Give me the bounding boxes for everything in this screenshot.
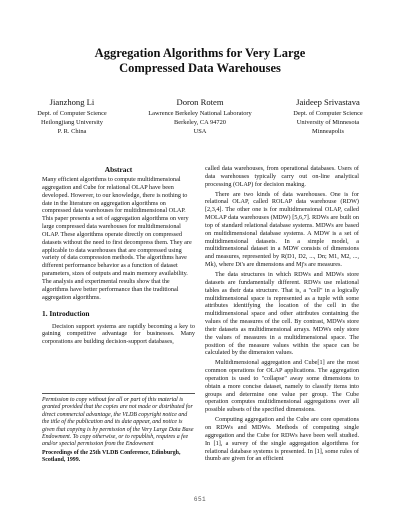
paper-title: [0, 46, 400, 76]
author-affiliation-location: P. R. China: [57, 128, 87, 135]
author-2: [135, 96, 265, 136]
author-affiliation-org: Berkeley, CA 94720: [174, 119, 226, 126]
proceedings-citation: Proceedings of the 25th VLDB Conference, Edinburgh, Scotland, 1999.: [42, 449, 181, 464]
author-affiliation-dept: Dept. of Computer Science: [293, 110, 363, 117]
abstract-heading: Abstract: [104, 165, 133, 174]
abstract-text: Many efficient algorithms to compute multidimensional aggregation and Cube for relational OLAP have been developed. However, to our knowledge, there is nothing to date in the literature on aggregation algorithms on compressed data warehouses for multidimensional OLAP. This paper presents a set of aggregation algorithms on very large compressed data warehouses for multidimensional OLAP. These algorithms operate directly on compressed datasets without the need to first decompress them. They are applicable to data warehouses that are compressed using variety of data compression methods. The algorithms have different performance behavior as a function of dataset parameters, sizes of outputs and main memory availability. The analysis and experimental results show that the algorithms have better performance than the traditional aggregation algorithms.: [42, 176, 192, 301]
body-paragraph-5: Computing aggregation and the Cube are core operations on RDWs and MDWs. Methods of computing single aggregation and the Cube for RDWs have been well studied. In [1], a survey of the single aggregation algorithms for relational database systems is presented. In [1], some rules of thumb are given for an efficient: [205, 416, 359, 463]
right-column: [205, 165, 359, 463]
author-affiliation-location: Minneapolis: [312, 128, 344, 135]
author-name: Jianzhong Li: [49, 97, 95, 107]
author-name: Doron Rotem: [176, 97, 224, 107]
introduction-text: Decision support systems are rapidly becoming a key to gaining competitive advantage for businesses. Many corporations are building decision-support databases,: [42, 322, 195, 346]
author-block: [0, 96, 400, 141]
permission-notice: [42, 393, 195, 465]
body-paragraph-4: Multidimensional aggregation and Cube[1] are the most common operations for OLAP applications. The aggregation operation is used to "collapse" away some dimensions to obtain a more concise dataset, namely to classify items into groups and determine one value per group. The Cube operation computes multidimensional aggregations over all possible subsets of the specified dimensions.: [205, 359, 359, 414]
author-3: [274, 96, 382, 136]
title-line-2: Compressed Data Warehouses: [119, 61, 281, 75]
author-affiliation-dept: Lawrence Berkeley National Laboratory: [148, 110, 252, 117]
body-paragraph-1: called data warehouses, from operational databases. Users of data warehouses typically carry out on-line analytical processing (OLAP) for decision making.: [205, 165, 359, 188]
author-affiliation-org: Heilongjiang University: [41, 119, 103, 126]
body-paragraph-3: The data structures in which RDWs and MDWs store datasets are fundamentally different. RDWs use relational tables as their data structure. That is, a "cell" in a logically multidimensional space is represented as a tuple with some attributes identifying the location of the cell in the multidimensional space and other attributes containing the values of the measures of the cell. By contrast, MDWs store their datasets as multidimensional arrays. MDWs only store the values of measures in a multidimensional space. The position of the measure values within the space can be calculated by the dimension values.: [205, 270, 359, 357]
title-line-1: Aggregation Algorithms for Very Large: [94, 46, 306, 60]
left-column: [42, 165, 195, 346]
permission-text: Permission to copy without fee all or part of this material is granted provided that the copies are not made or distributed for direct commercial advantage, the VLDB copyright notice and the title of the publication and its date appear, and notice is given that copying is by permission of the Very Large Data Base Endowment. To copy otherwise, or to republish, requires a fee and/or special permission from the Endowment: [42, 397, 194, 448]
page-number: 651: [193, 496, 207, 503]
author-1: [18, 96, 126, 136]
introduction-heading: 1. Introduction: [42, 308, 90, 318]
body-paragraph-2: There are two kinds of data warehouses. One is for relational OLAP, called ROLAP data warehouse (RDW)[2,3,4]. The other one is for multidimensional OLAP, called MOLAP data warehouses (MDW) [5,6,7]. RDWs are built on top of standard relational database systems. MDWs are based on multidimensional database systems. A MDW is a set of multidimensional datasets. In a simple model, a multidimensional dataset in a MDW consists of dimensions and measures, represented by R(D1, D2, ..., Dn; M1, M2, ..., Mk), where Di's are dimensions and Mj's are measures.: [205, 190, 359, 269]
author-affiliation-dept: Dept. of Computer Science: [37, 110, 107, 117]
author-affiliation-org: University of Minnesota: [296, 119, 360, 126]
author-affiliation-location: USA: [193, 128, 207, 135]
author-name: Jaideep Srivastava: [296, 97, 360, 107]
